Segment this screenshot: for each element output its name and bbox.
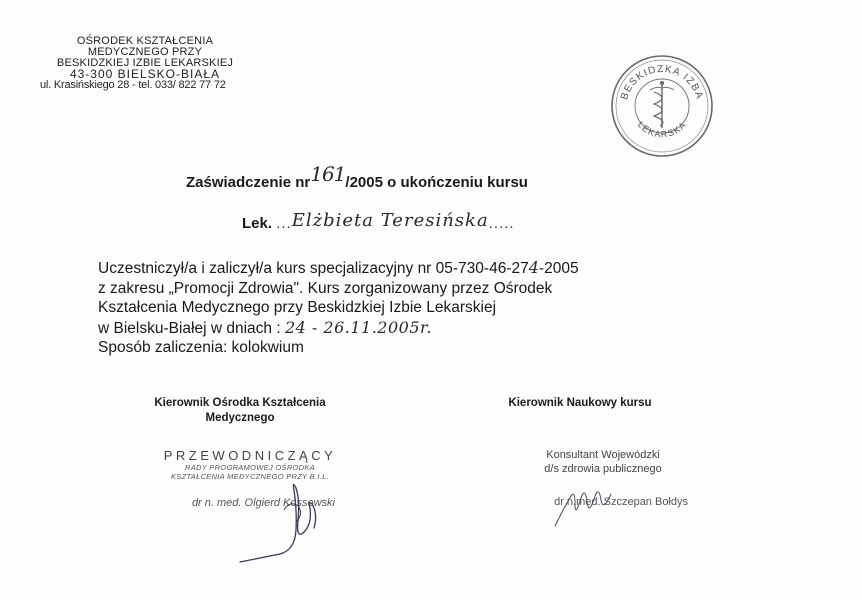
body-line-2: z zakresu „Promocji Zdrowia". Kurs zorganizowany przez Ośrodek (98, 279, 553, 297)
body-line-1 (98, 258, 738, 279)
left-heading-line-1: Kierownik Ośrodka Kształcenia (154, 397, 326, 409)
left-stamp-name: dr n. med. Olgierd Kossowski (191, 497, 335, 509)
seal-text-bottom: LEKARSKA (635, 119, 689, 140)
left-signature-heading (130, 396, 350, 426)
body-line-3: Kształcenia Medycznego przy Beskidzkiej Izbie Lekarskiej (98, 299, 497, 316)
name-dots-after: ..... (488, 215, 515, 232)
seal-text-top: BESKIDZKA IZBA (619, 63, 705, 102)
name-dots-before: ... (276, 215, 292, 232)
title-prefix: Zaświadczenie nr (186, 174, 311, 191)
course-dates-handwritten: 24 - 26.11.2005r. (284, 317, 432, 337)
body-line-5: Sposób zaliczenia: kolokwium (98, 339, 304, 356)
seal-icon (608, 52, 716, 160)
body-line-4 (98, 318, 738, 339)
certificate-number: 161 (310, 162, 346, 186)
right-stamp-name: dr n.med. Szczepan Bołdys (554, 496, 688, 508)
sender-line-2: MEDYCZNEGO PRZY (87, 46, 203, 58)
right-signature-heading (470, 396, 690, 411)
left-heading-line-2: Medycznego (205, 412, 275, 424)
sender-line-3: BESKIDZKIEJ IZBIE LEKARSKIEJ (56, 57, 234, 69)
right-heading-text: Kierownik Naukowy kursu (508, 397, 652, 409)
left-stamp-line-2: KSZTAŁCENIA MEDYCZNEGO PRZY B.I.L. (170, 472, 329, 481)
sender-stamp (40, 36, 250, 91)
recipient-line (242, 212, 515, 233)
left-signature-stamp (145, 448, 355, 509)
course-number-handwritten: 4 (528, 258, 539, 277)
title-suffix: /2005 o ukończeniu kursu (345, 174, 528, 191)
right-signature-stamp (508, 448, 698, 508)
body-line-4-text: w Bielsku-Białej w dniach : (98, 319, 285, 337)
body-line-1-text: Uczestniczył/a i zaliczył/a kurs specjalizacyjny nr 05-730-46-27 (98, 260, 529, 277)
certificate-body (98, 258, 738, 358)
recipient-name: Elżbieta Teresińska (291, 210, 489, 231)
right-stamp-line-2: d/s zdrowia publicznego (544, 463, 662, 475)
sender-line-5: ul. Krasińskiego 28 - tel. 033/ 822 77 72 (40, 79, 226, 91)
body-line-1-suffix: -2005 (538, 260, 579, 277)
lek-label: Lek. (242, 215, 273, 232)
certificate-title (186, 162, 528, 192)
sender-line-4: 43-300 BIELSKO-BIAŁA (69, 67, 221, 81)
left-stamp-line-1: RADY PROGRAMOWEJ OŚRODKA (185, 463, 315, 472)
left-stamp-title: PRZEWODNICZĄCY (163, 448, 337, 463)
right-stamp-line-1: Konsultant Wojewódzki (546, 449, 660, 461)
sender-line-1: OŚRODEK KSZTAŁCENIA (76, 35, 214, 47)
